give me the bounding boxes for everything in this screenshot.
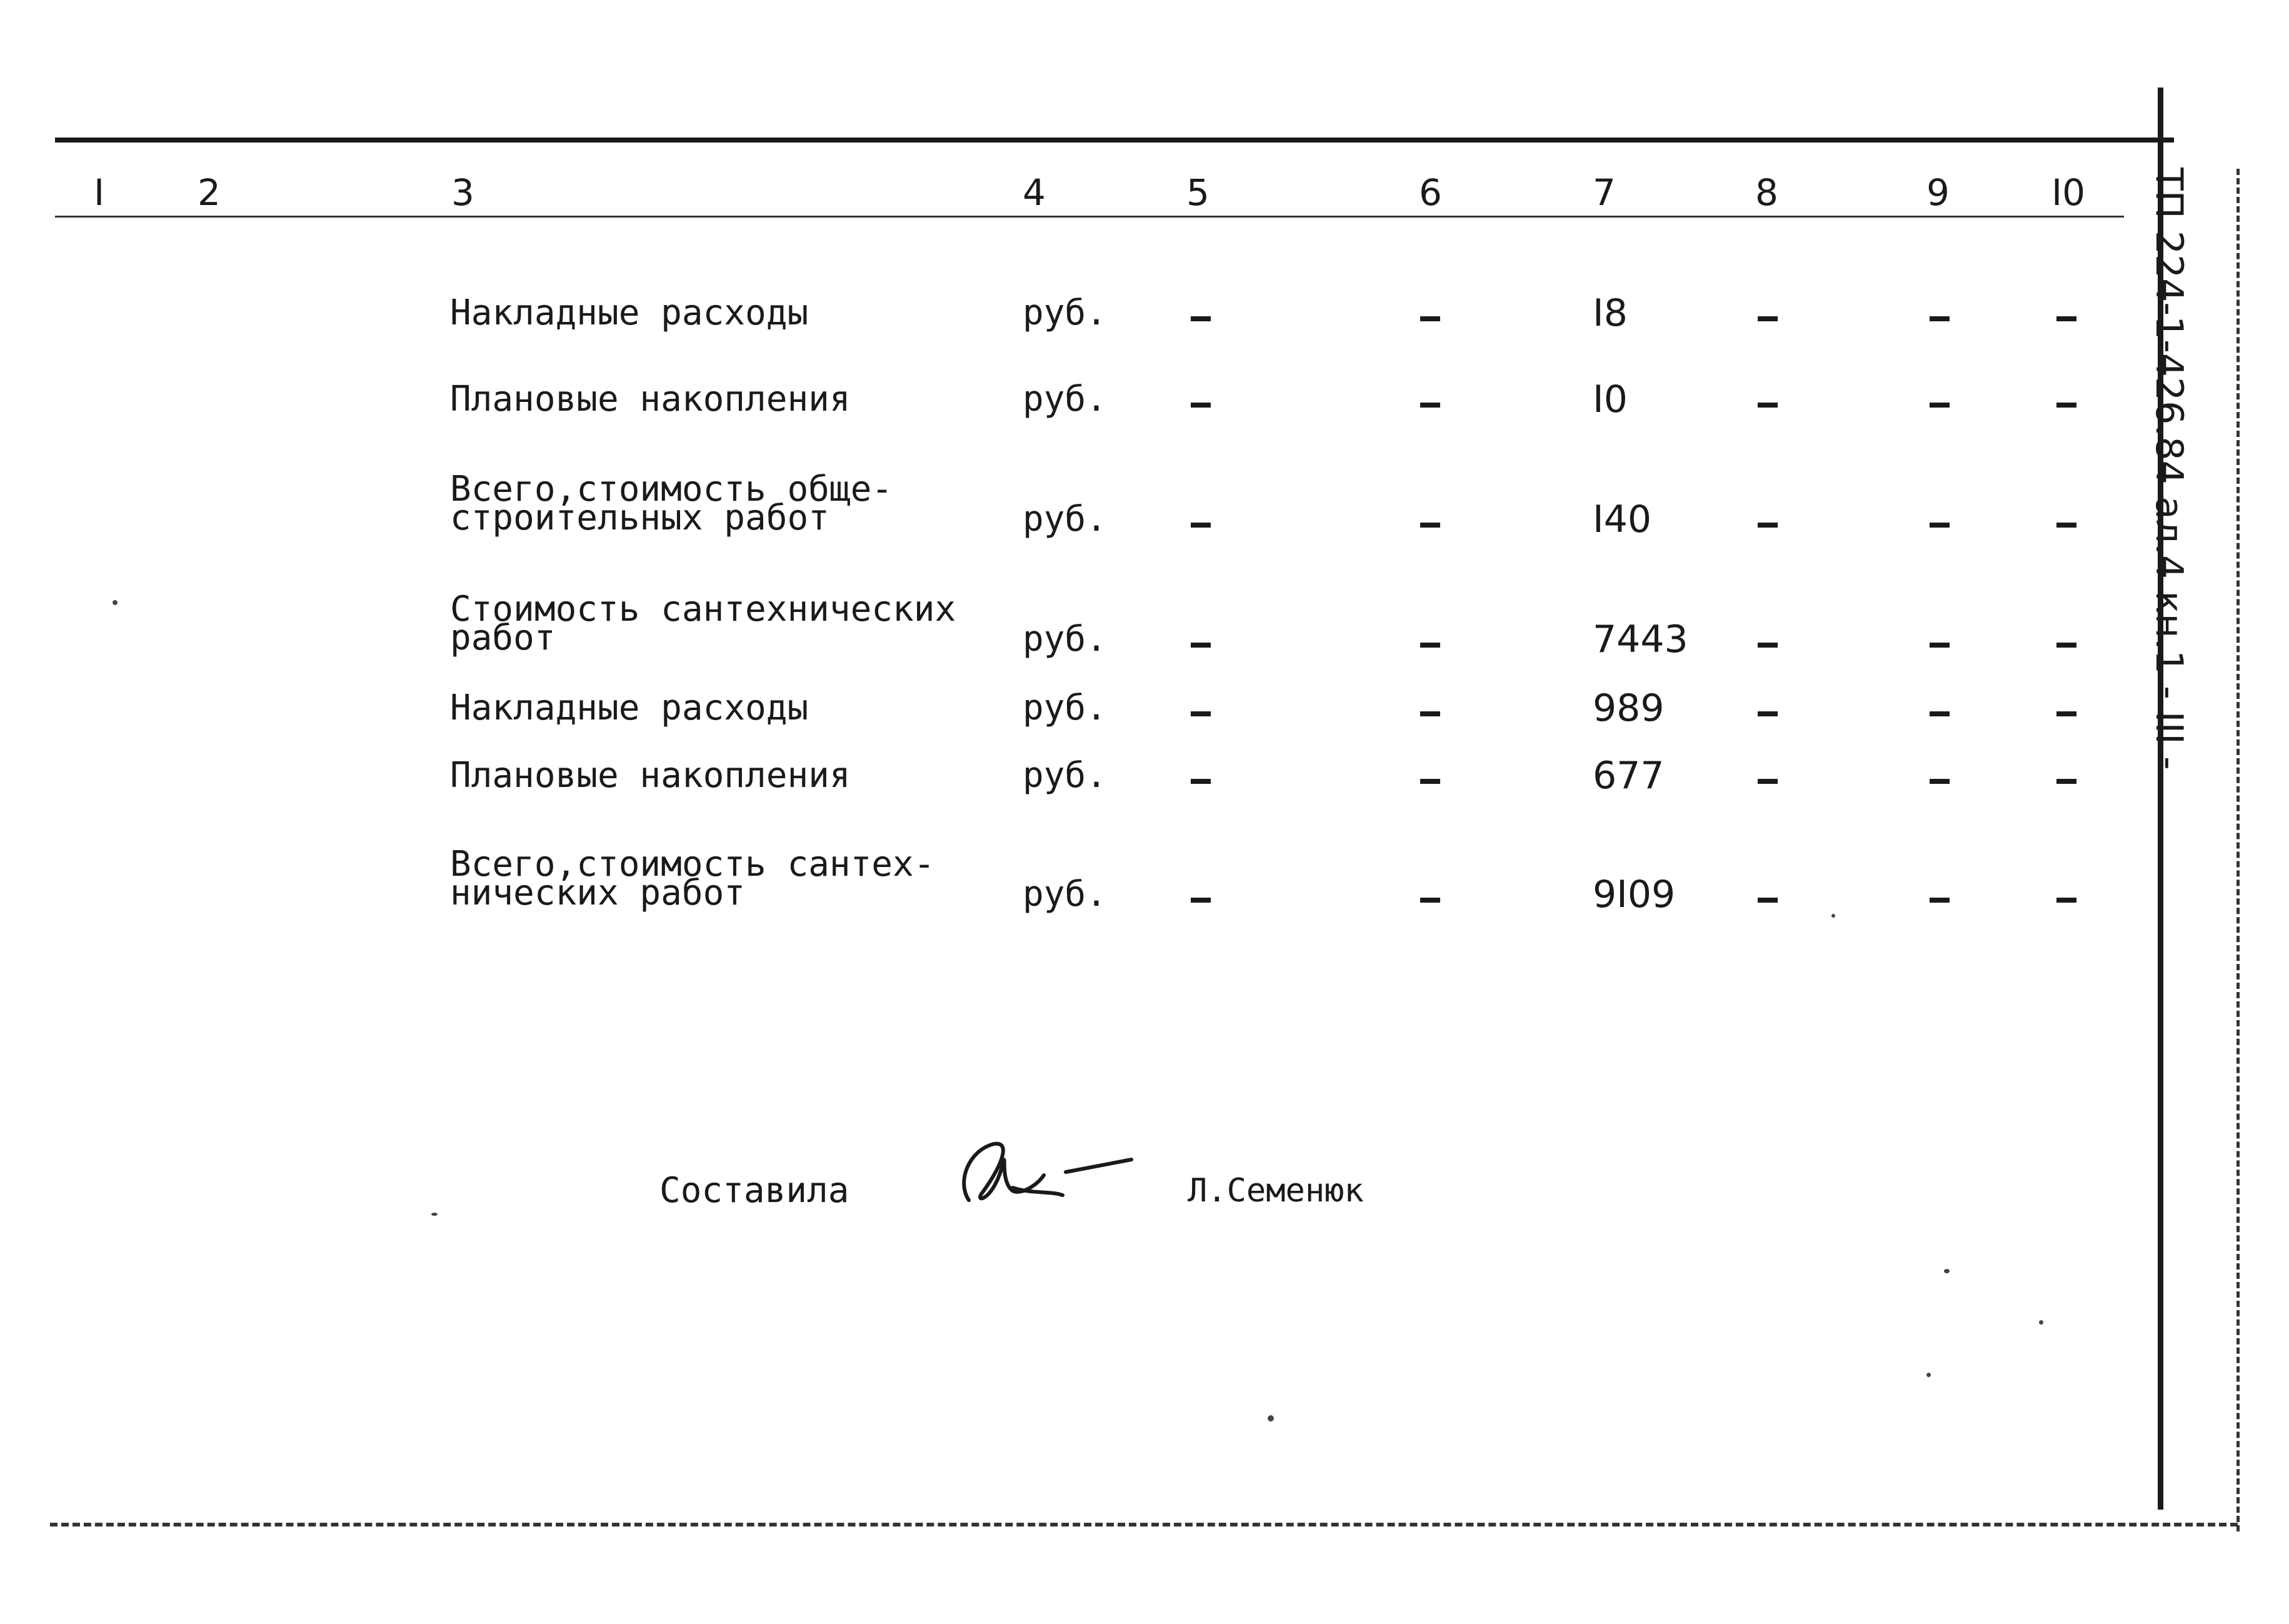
column-header-9: 9 bbox=[1926, 171, 1950, 214]
column-header-7: 7 bbox=[1593, 171, 1616, 214]
row-unit: руб. bbox=[1023, 293, 1107, 333]
empty-cell-dash bbox=[1191, 643, 1211, 648]
scan-speck bbox=[113, 600, 118, 605]
empty-cell-dash bbox=[1758, 711, 1778, 716]
empty-cell-dash bbox=[1191, 711, 1211, 716]
row-unit: руб. bbox=[1023, 619, 1107, 659]
bottom-dashed-rule bbox=[50, 1523, 2238, 1526]
scan-speck bbox=[1831, 914, 1835, 918]
row-value-col7: 989 bbox=[1593, 686, 1665, 730]
empty-cell-dash bbox=[1191, 316, 1211, 321]
empty-cell-dash bbox=[1420, 316, 1440, 321]
empty-cell-dash bbox=[1420, 711, 1440, 716]
scan-speck bbox=[1944, 1269, 1950, 1273]
empty-cell-dash bbox=[1191, 779, 1211, 784]
empty-cell-dash bbox=[2056, 403, 2076, 408]
empty-cell-dash bbox=[1930, 711, 1950, 716]
empty-cell-dash bbox=[2056, 643, 2076, 648]
empty-cell-dash bbox=[1758, 779, 1778, 784]
empty-cell-dash bbox=[1420, 898, 1440, 903]
scan-speck bbox=[1926, 1373, 1931, 1377]
row-name: Накладные расходы bbox=[450, 688, 809, 728]
empty-cell-dash bbox=[2056, 779, 2076, 784]
row-value-col7: I8 bbox=[1593, 291, 1628, 335]
column-header-1: I bbox=[94, 171, 105, 214]
empty-cell-dash bbox=[1930, 523, 1950, 528]
document-code-text: ТП 224-1-426.84 ал.4 кн.1 - III - bbox=[2147, 168, 2191, 770]
column-header-6: 6 bbox=[1419, 171, 1442, 214]
empty-cell-dash bbox=[1930, 779, 1950, 784]
row-unit: руб. bbox=[1023, 499, 1107, 539]
row-unit: руб. bbox=[1023, 874, 1107, 915]
empty-cell-dash bbox=[1758, 403, 1778, 408]
empty-cell-dash bbox=[1191, 523, 1211, 528]
column-header-5: 5 bbox=[1186, 171, 1210, 214]
empty-cell-dash bbox=[1758, 898, 1778, 903]
empty-cell-dash bbox=[1191, 403, 1211, 408]
row-value-col7: I0 bbox=[1593, 378, 1628, 421]
empty-cell-dash bbox=[1930, 643, 1950, 648]
row-unit: руб. bbox=[1023, 379, 1107, 419]
column-header-4: 4 bbox=[1023, 171, 1046, 214]
empty-cell-dash bbox=[2056, 316, 2076, 321]
compiled-by-label: Составила bbox=[659, 1170, 849, 1211]
empty-cell-dash bbox=[1758, 523, 1778, 528]
handwritten-signature bbox=[944, 1125, 1144, 1225]
empty-cell-dash bbox=[1420, 403, 1440, 408]
empty-cell-dash bbox=[1930, 403, 1950, 408]
top-rule bbox=[55, 138, 2174, 143]
empty-cell-dash bbox=[1420, 643, 1440, 648]
row-name: Всего,стоимость сантех- нических работ bbox=[450, 844, 935, 913]
right-outer-dashed-line bbox=[2236, 169, 2240, 1531]
header-rule bbox=[55, 216, 2124, 218]
column-header-10: I0 bbox=[2051, 171, 2086, 214]
row-name: Всего,стоимость обще- строительных работ bbox=[450, 469, 893, 538]
empty-cell-dash bbox=[2056, 523, 2076, 528]
column-header-2: 2 bbox=[198, 171, 221, 214]
empty-cell-dash bbox=[1758, 643, 1778, 648]
empty-cell-dash bbox=[1758, 316, 1778, 321]
row-name: Плановые накопления bbox=[450, 379, 851, 419]
empty-cell-dash bbox=[1420, 779, 1440, 784]
row-unit: руб. bbox=[1023, 755, 1107, 796]
row-value-col7: I40 bbox=[1593, 498, 1652, 541]
row-value-col7: 7443 bbox=[1593, 618, 1688, 661]
scan-speck bbox=[431, 1213, 438, 1216]
empty-cell-dash bbox=[2056, 898, 2076, 903]
column-header-8: 8 bbox=[1755, 171, 1778, 214]
row-name: Стоимость сантехнических работ bbox=[450, 589, 956, 658]
compiler-name: Л.Семенюк bbox=[1188, 1172, 1364, 1210]
row-unit: руб. bbox=[1023, 688, 1107, 728]
column-header-3: 3 bbox=[451, 171, 474, 214]
empty-cell-dash bbox=[1191, 898, 1211, 903]
empty-cell-dash bbox=[1930, 898, 1950, 903]
row-value-col7: 677 bbox=[1593, 754, 1665, 798]
row-name: Накладные расходы bbox=[450, 293, 809, 333]
row-name: Плановые накопления bbox=[450, 755, 851, 796]
scan-speck bbox=[2039, 1320, 2043, 1325]
scan-speck bbox=[1268, 1415, 1274, 1421]
empty-cell-dash bbox=[1930, 316, 1950, 321]
row-value-col7: 9I09 bbox=[1593, 873, 1676, 916]
empty-cell-dash bbox=[1420, 523, 1440, 528]
empty-cell-dash bbox=[2056, 711, 2076, 716]
